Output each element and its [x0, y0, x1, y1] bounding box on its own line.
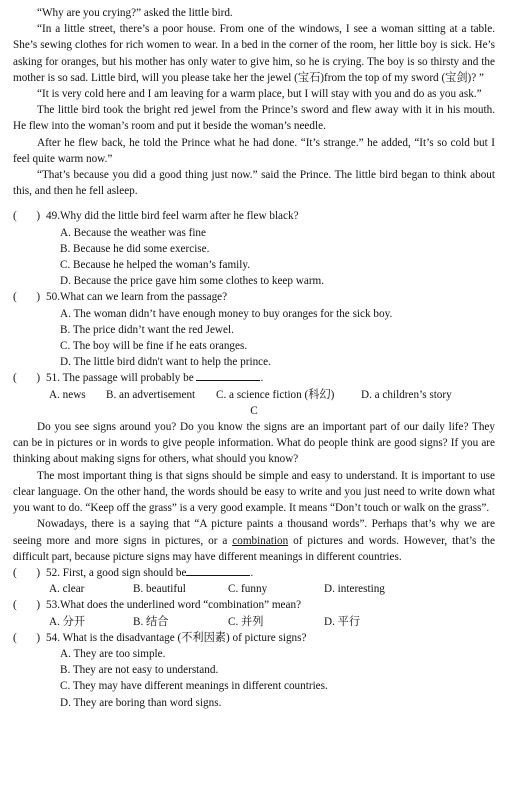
story-paragraph-5: After he flew back, he told the Prince what he had done. “It’s strange.” he added, “It’s so cold but I feel quite warm now.”: [13, 136, 495, 165]
story-paragraph-3: “It is very cold here and I am leaving for a warm place, but I will stay with you and do as you ask.”: [37, 88, 482, 101]
option-b: B. They are not easy to understand.: [60, 664, 219, 677]
option-a: A. The woman didn’t have enough money to buy oranges for the sick boy.: [60, 307, 393, 320]
option-b: B. beautiful: [133, 583, 186, 596]
option-a: A. clear: [49, 583, 85, 596]
options-row-52: [13, 581, 495, 597]
answer-bracket[interactable]: ( ): [13, 372, 41, 385]
answer-bracket[interactable]: ( ): [13, 566, 41, 579]
passage-c-paragraph-1: Do you see signs around you? Do you know the signs are an important part of our daily life? They can be in pictures or in words to give people information. What do people think are good signs? If you are thinking about making signs for others, what should you know?: [13, 421, 495, 466]
option-d: D. Because the price gave him some clothes to keep warm.: [60, 275, 325, 288]
section-heading-c: C: [250, 404, 258, 417]
option-d: D. They are boring than word signs.: [60, 696, 222, 709]
option-a: A. 分开: [49, 615, 86, 628]
answer-bracket[interactable]: ( ): [13, 210, 41, 223]
question-49: [13, 208, 495, 224]
options-row-51: [13, 387, 495, 403]
question-50: [13, 289, 495, 305]
option-b: B. 结合: [133, 615, 169, 628]
option-b: B. Because he did some exercise.: [60, 242, 210, 255]
option-d: D. a children’s story: [361, 388, 452, 401]
option-c: C. Because he helped the woman’s family.: [60, 259, 251, 272]
question-stem: 54. What is the disadvantage (不利因素) of picture signs?: [46, 631, 307, 644]
answer-bracket[interactable]: ( ): [13, 291, 41, 304]
story-paragraph-2: “In a little street, there’s a poor house. From one of the windows, I see a woman sitting at a table. She’s sewing clothes for rich women to wear. In a bed in the corner of the room, her little boy is sick. He’s asking for oranges, but his mother has only water to give him, so he is crying. The boy is so thirsty and the mother is so sad. Little bird, will you please take her the jewel (宝石)from the top of my sword (宝剑)? ”: [13, 23, 495, 84]
passage-c-paragraph-3: Nowadays, there is a saying that “A picture paints a thousand words”. Perhaps that’s why we are seeing more and more signs in pictures, or a combination of pictures and words. However, that’s the difficult part, because picture signs may have different meanings in different countries.: [13, 518, 495, 563]
answer-blank[interactable]: [196, 370, 260, 381]
option-a: A. Because the weather was fine: [60, 226, 206, 239]
question-stem: 49.Why did the little bird feel warm after he flew black?: [46, 210, 299, 223]
option-d: D. The little bird didn't want to help the prince.: [60, 356, 271, 369]
option-c: C. a science fiction (科幻): [216, 388, 335, 401]
question-stem: 50.What can we learn from the passage?: [46, 291, 228, 304]
question-stem: 53.What does the underlined word “combination” mean?: [46, 599, 302, 612]
question-stem: 52. First, a good sign should be .: [46, 566, 254, 579]
options-row-53: [13, 614, 495, 630]
story-paragraph-1: “Why are you crying?” asked the little bird.: [37, 7, 233, 19]
option-c: C. The boy will be fine if he eats oranges.: [60, 340, 248, 353]
option-a: A. They are too simple.: [60, 647, 166, 660]
question-54: [13, 630, 495, 646]
question-53: [13, 597, 495, 613]
passage-c-paragraph-2: The most important thing is that signs should be simple and easy to understand. It is important to use clear language. On the other hand, the words should be easy to write and you just need to write down what you want to do. “Keep off the grass” is a very good example. It means “Don’t touch or walk on the grass”.: [13, 469, 495, 515]
answer-blank[interactable]: [186, 565, 250, 576]
option-b: B. an advertisement: [106, 388, 196, 401]
underlined-word: combination: [232, 534, 289, 547]
worksheet-page: [13, 5, 495, 711]
question-52: [13, 565, 495, 581]
question-51: [13, 370, 495, 386]
option-d: D. interesting: [324, 583, 385, 596]
option-c: C. 并列: [228, 615, 264, 628]
story-paragraph-4: The little bird took the bright red jewel from the Prince’s sword and flew away with it in his mouth. He flew into the woman’s room and put it beside the woman’s needle.: [13, 104, 495, 133]
answer-bracket[interactable]: ( ): [13, 631, 41, 644]
option-c: C. funny: [228, 583, 268, 596]
option-d: D. 平行: [324, 615, 361, 628]
option-a: A. news: [49, 388, 86, 401]
option-b: B. The price didn’t want the red Jewel.: [60, 323, 234, 336]
story-paragraph-6: “That’s because you did a good thing just now.” said the Prince. The little bird began to think about this, and then he fell asleep.: [13, 169, 495, 198]
answer-bracket[interactable]: ( ): [13, 599, 41, 612]
option-c: C. They may have different meanings in different countries.: [60, 680, 328, 693]
question-stem: 51. The passage will probably be .: [46, 372, 264, 385]
